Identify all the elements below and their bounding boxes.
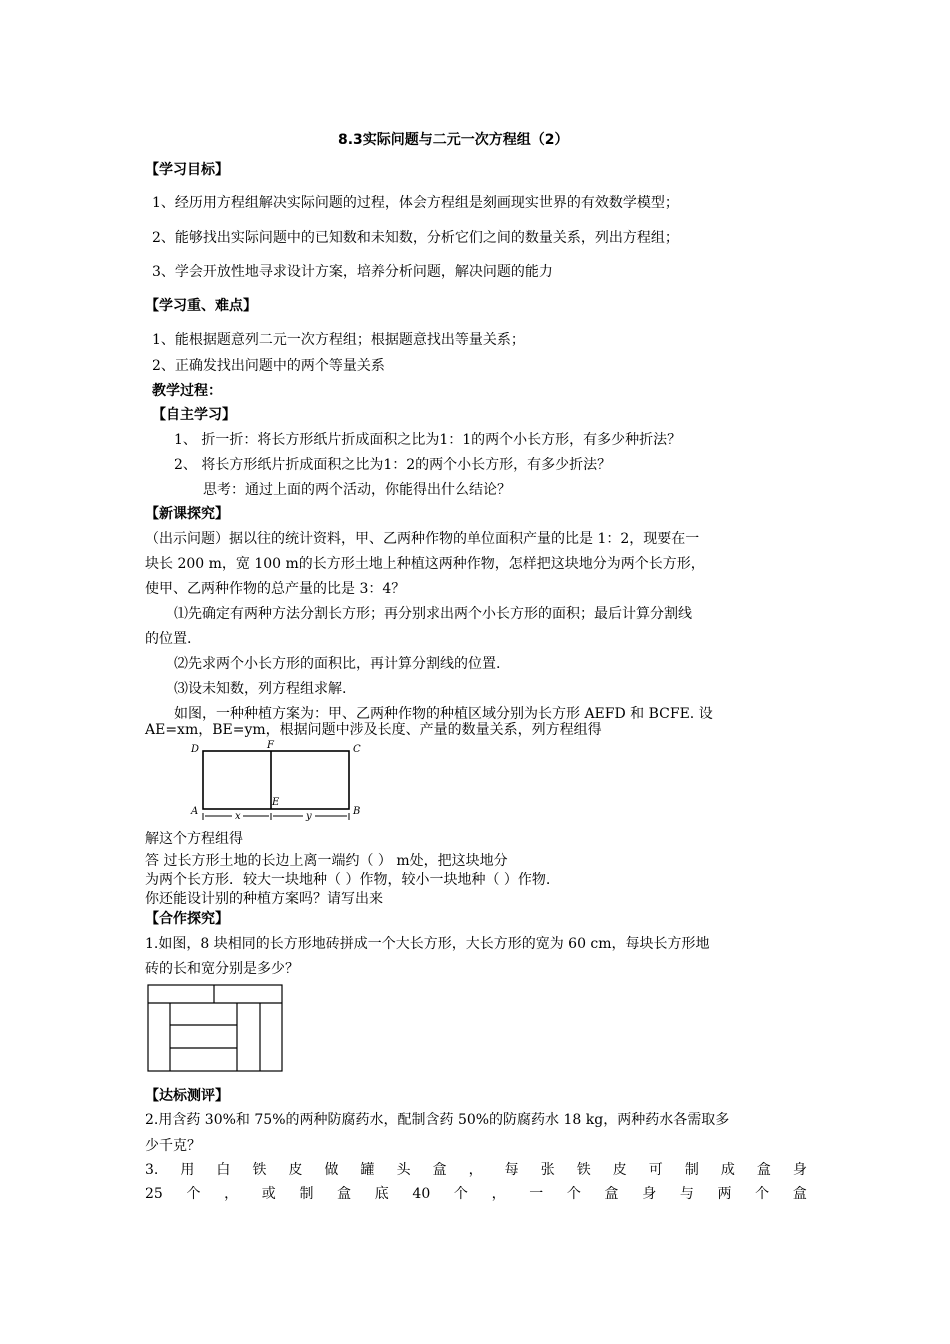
page-title: 8.3实际问题与二元一次方程组（2） bbox=[338, 132, 569, 148]
label-c: C bbox=[353, 744, 361, 755]
q3-w: 制 bbox=[299, 1186, 314, 1202]
q3-w: 身 bbox=[642, 1186, 657, 1202]
q3-w: 白 bbox=[216, 1162, 231, 1178]
q3-w: 张 bbox=[540, 1162, 555, 1178]
other-plan-line: 你还能设计别的种植方案吗？请写出来 bbox=[145, 891, 383, 907]
keypoints-heading: 【学习重、难点】 bbox=[145, 298, 257, 314]
self-study-item-1: 1、 折一折：将长方形纸片折成面积之比为1：1的两个小长方形，有多少种折法？ bbox=[174, 432, 682, 448]
goal-item-1: 1、经历用方程组解决实际问题的过程，体会方程组是刻画现实世界的有效数学模型； bbox=[152, 195, 679, 211]
new-lesson-line-6: ⑵先求两个小长方形的面积比，再计算分割线的位置. bbox=[174, 656, 501, 672]
q3-w: 每 bbox=[504, 1162, 519, 1178]
solve-line: 解这个方程组得 bbox=[145, 831, 243, 847]
new-lesson-line-2: 块长 200 m，宽 100 m的长方形土地上种植这两种作物，怎样把这块地分为两个长方形， bbox=[145, 556, 705, 572]
q3-w: 身 bbox=[792, 1162, 807, 1178]
q3-line-2 bbox=[145, 1184, 807, 1204]
q3-w: 个 bbox=[566, 1186, 581, 1202]
q3-w: 盒 bbox=[604, 1186, 619, 1202]
answer-line-1: 答 过长方形土地的长边上离一端约（ ） m处，把这块地分 bbox=[145, 853, 508, 869]
q3-w: 头 bbox=[396, 1162, 411, 1178]
new-lesson-line-8: 如图，一种种植方案为：甲、乙两种作物的种植区域分别为长方形 AEFD 和 BCFE. 设 bbox=[174, 706, 713, 722]
new-lesson-line-5: 的位置. bbox=[145, 631, 192, 647]
q3-w: ， bbox=[491, 1186, 506, 1202]
goal-item-3: 3、学会开放性地寻求设计方案，培养分析问题，解决问题的能力 bbox=[152, 264, 553, 280]
q3-w: 个 bbox=[755, 1186, 770, 1202]
self-study-item-2: 2、 将长方形纸片折成面积之比为1：2的两个小长方形，有多少折法？ bbox=[174, 457, 612, 473]
q3-w: 罐 bbox=[360, 1162, 375, 1178]
label-d: D bbox=[191, 744, 200, 755]
q3-w: ， bbox=[224, 1186, 239, 1202]
label-f: F bbox=[267, 740, 274, 751]
new-lesson-heading: 【新课探究】 bbox=[145, 506, 229, 522]
q3-w: 制 bbox=[684, 1162, 699, 1178]
process-heading: 教学过程： bbox=[152, 383, 222, 399]
q3-w: 做 bbox=[324, 1162, 339, 1178]
q3-w: 或 bbox=[261, 1186, 276, 1202]
keypoint-item-2: 2、正确发找出问题中的两个等量关系 bbox=[152, 358, 385, 374]
label-b: B bbox=[353, 806, 361, 817]
coop-line-1: 1.如图，8 块相同的长方形地砖拼成一个大长方形，大长方形的宽为 60 cm，每块长方形地 bbox=[145, 936, 710, 952]
label-a: A bbox=[191, 806, 199, 817]
coop-line-2: 砖的长和宽分别是多少？ bbox=[145, 961, 299, 977]
label-x: x bbox=[235, 811, 241, 822]
new-lesson-line-4: ⑴先确定有两种方法分割长方形；再分别求出两个小长方形的面积；最后计算分割线 bbox=[174, 606, 692, 622]
q3-w: 个 bbox=[186, 1186, 201, 1202]
q3-w: 一 bbox=[529, 1186, 544, 1202]
q3-w: 铁 bbox=[576, 1162, 591, 1178]
q3-w: 个 bbox=[453, 1186, 468, 1202]
q3-w: 皮 bbox=[288, 1162, 303, 1178]
q3-w: 铁 bbox=[252, 1162, 267, 1178]
goal-item-2: 2、能够找出实际问题中的已知数和未知数，分析它们之间的数量关系，列出方程组； bbox=[152, 230, 679, 246]
test-line-1: 2.用含药 30%和 75%的两种防腐药水，配制含药 50%的防腐药水 18 kg，两种药水各需取多 bbox=[145, 1112, 730, 1128]
q3-w: 3. bbox=[145, 1162, 159, 1178]
answer-line-2: 为两个长方形．较大一块地种（ ）作物，较小一块地种（ ）作物. bbox=[145, 872, 551, 888]
tile-outer-rectangle bbox=[148, 985, 282, 1071]
tile-arrangement-figure bbox=[146, 983, 286, 1075]
q3-w: 两 bbox=[717, 1186, 732, 1202]
q3-w: 皮 bbox=[612, 1162, 627, 1178]
new-lesson-line-3: 使甲、乙两种作物的总产量的比是 3：4？ bbox=[145, 581, 406, 597]
q3-w: 盒 bbox=[432, 1162, 447, 1178]
q3-line-1 bbox=[145, 1160, 807, 1180]
q3-w: 盒 bbox=[756, 1162, 771, 1178]
q3-w: ， bbox=[468, 1162, 483, 1178]
self-study-think: 思考：通过上面的两个活动，你能得出什么结论？ bbox=[203, 482, 511, 498]
coop-heading: 【合作探究】 bbox=[145, 911, 229, 927]
keypoint-item-1: 1、能根据题意列二元一次方程组；根据题意找出等量关系； bbox=[152, 332, 525, 348]
label-e: E bbox=[272, 797, 280, 808]
new-lesson-line-1: （出示问题）据以往的统计资料，甲、乙两种作物的单位面积产量的比是 1：2，现要在一 bbox=[145, 531, 700, 547]
q3-w: 成 bbox=[720, 1162, 735, 1178]
q3-w: 底 bbox=[374, 1186, 389, 1202]
goals-heading: 【学习目标】 bbox=[145, 162, 229, 178]
label-y: y bbox=[306, 811, 312, 822]
q3-w: 盒 bbox=[337, 1186, 352, 1202]
q3-w: 可 bbox=[648, 1162, 663, 1178]
q3-w: 40 bbox=[412, 1186, 431, 1202]
q3-w: 盒 bbox=[792, 1186, 807, 1202]
new-lesson-line-9: AE=xm，BE=ym，根据问题中涉及长度、产量的数量关系，列方程组得 bbox=[145, 722, 602, 738]
field-division-figure bbox=[185, 740, 375, 826]
test-line-2: 少千克？ bbox=[145, 1138, 201, 1154]
q3-w: 25 bbox=[145, 1186, 163, 1202]
new-lesson-line-7: ⑶设未知数，列方程组求解. bbox=[174, 681, 347, 697]
self-study-heading: 【自主学习】 bbox=[152, 407, 236, 423]
test-heading: 【达标测评】 bbox=[145, 1088, 229, 1104]
q3-w: 与 bbox=[679, 1186, 694, 1202]
q3-w: 用 bbox=[180, 1162, 195, 1178]
